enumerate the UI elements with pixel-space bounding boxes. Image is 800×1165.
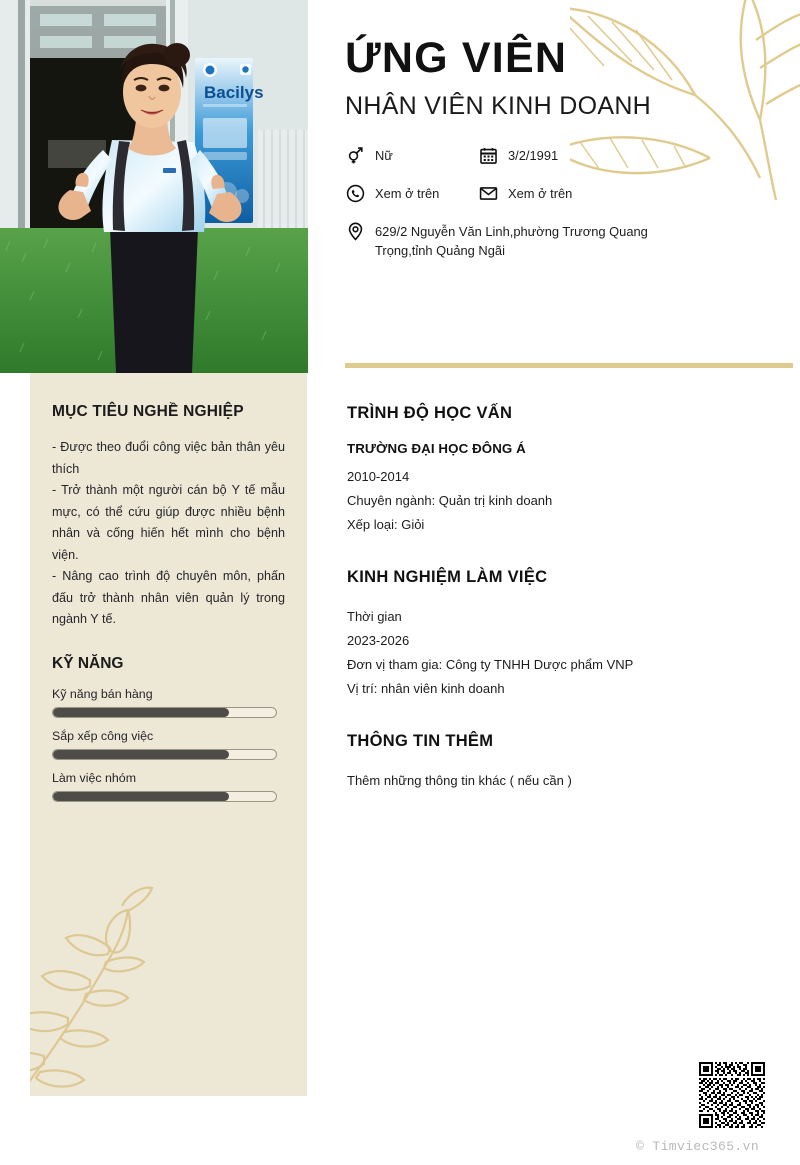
skill-progress-fill <box>53 708 229 717</box>
phone-label: Xem ở trên <box>375 186 440 202</box>
skill-progress-bar <box>52 749 277 760</box>
phone-icon <box>345 183 366 204</box>
extra-info-section <box>347 732 797 793</box>
skill-label: Sắp xếp công việc <box>52 728 154 743</box>
birthday-label: 3/2/1991 <box>508 148 559 164</box>
job-title: NHÂN VIÊN KINH DOANH <box>345 92 652 121</box>
contact-address <box>345 221 695 260</box>
contact-phone[interactable] <box>345 183 478 204</box>
experience-years: 2023-2026 <box>347 633 410 648</box>
contact-gender <box>345 145 478 166</box>
email-icon <box>478 183 499 204</box>
contact-email[interactable] <box>478 183 611 204</box>
address-label: 629/2 Nguyễn Văn Linh,phường Trương Quang Trọng,tỉnh Quảng Ngãi <box>375 224 648 259</box>
extra-info-note: Thêm những thông tin khác ( nếu cần ) <box>347 773 572 788</box>
qr-code <box>695 1062 769 1128</box>
education-years: 2010-2014 <box>347 469 410 484</box>
objective-paragraph: - Nâng cao trình độ chuyên môn, phấn đấu trở thành nhân viên quản lý trong ngành Y tế. <box>52 569 285 626</box>
extra-info-heading: THÔNG TIN THÊM <box>347 732 494 750</box>
gender-label: Nữ <box>375 148 393 164</box>
skill-progress-fill <box>53 750 229 759</box>
education-heading: TRÌNH ĐỘ HỌC VẤN <box>347 404 513 422</box>
contact-birthday <box>478 145 611 166</box>
objective-text <box>52 437 285 631</box>
experience-time-label: Thời gian <box>347 609 402 624</box>
main-sections <box>347 404 797 824</box>
skills-heading: KỸ NĂNG <box>52 654 124 672</box>
contact-row <box>345 221 795 260</box>
skill-item <box>52 771 285 802</box>
contact-block <box>345 145 795 260</box>
contact-row <box>345 183 795 204</box>
email-label: Xem ở trên <box>508 186 573 202</box>
objective-paragraph: - Trở thành một người cán bộ Y tế mẫu mực, có thể cứu giúp được nhiều bệnh nhân và cống hiến hết mình cho bệnh viện. <box>52 483 285 562</box>
gold-divider <box>345 363 793 368</box>
candidate-name: ỨNG VIÊN <box>345 34 568 82</box>
education-grade: Xếp loại: Giỏi <box>347 517 425 532</box>
experience-position: Vị trí: nhân viên kinh doanh <box>347 681 505 696</box>
skill-item <box>52 729 285 760</box>
calendar-icon <box>478 145 499 166</box>
gender-icon <box>345 145 366 166</box>
svg-text:Bacilys: Bacilys <box>204 83 264 102</box>
skill-progress-bar <box>52 707 277 718</box>
skill-label: Làm việc nhóm <box>52 770 137 785</box>
header-block <box>345 0 795 277</box>
skill-label: Kỹ năng bán hàng <box>52 686 153 701</box>
skill-progress-bar <box>52 791 277 802</box>
education-major: Chuyên ngành: Quản trị kinh doanh <box>347 493 553 508</box>
leaf-decoration-bottom-left <box>30 876 217 1096</box>
experience-company: Đơn vị tham gia: Công ty TNHH Dược phẩm VNP <box>347 657 634 672</box>
location-pin-icon <box>345 221 366 242</box>
skill-item <box>52 687 285 718</box>
contact-row <box>345 145 795 166</box>
site-credit: © Timviec365.vn <box>636 1139 760 1154</box>
experience-section <box>347 568 797 701</box>
objective-paragraph: - Được theo đuổi công việc bản thân yêu thích <box>52 440 285 476</box>
objective-heading: MỤC TIÊU NGHỀ NGHIỆP <box>52 403 244 420</box>
education-school: TRƯỜNG ĐẠI HỌC ĐÔNG Á <box>347 441 526 456</box>
experience-heading: KINH NGHIỆM LÀM VIỆC <box>347 568 548 586</box>
education-section <box>347 404 797 537</box>
sidebar-panel <box>30 373 307 1096</box>
candidate-photo <box>0 0 308 373</box>
skill-progress-fill <box>53 792 229 801</box>
